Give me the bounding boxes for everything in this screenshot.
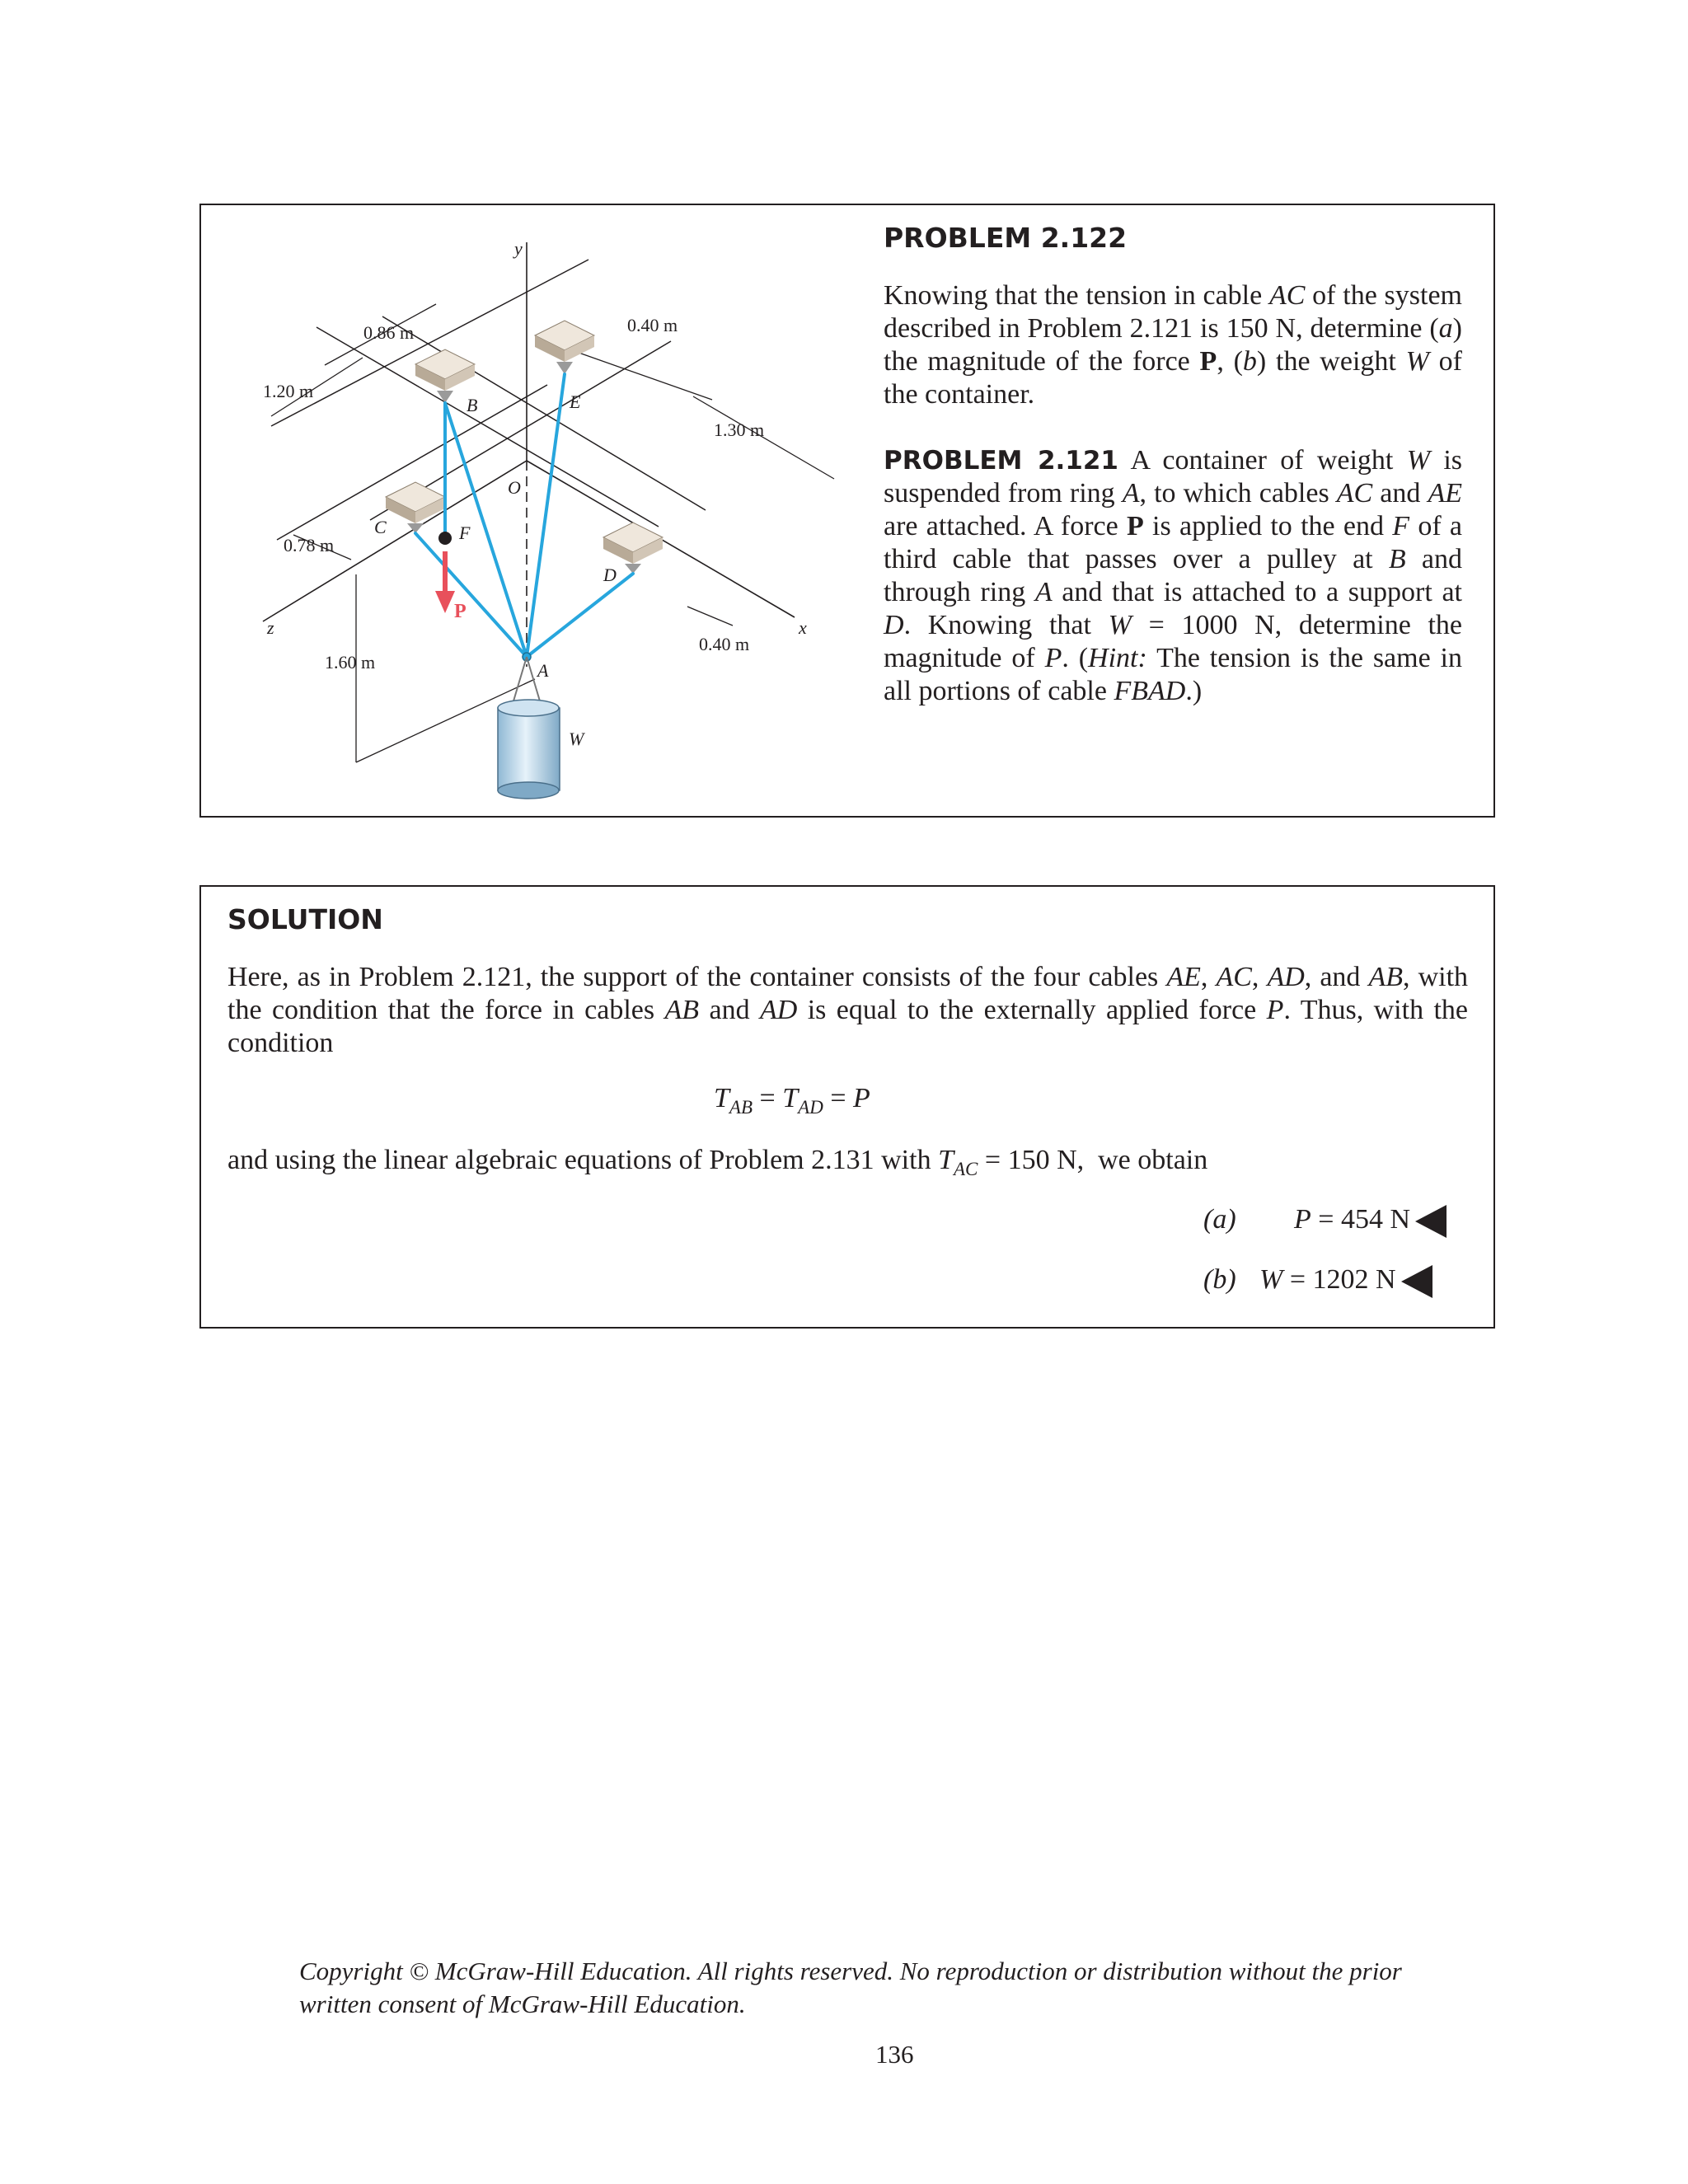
dimension-lines xyxy=(271,304,834,762)
solution-line-2: and using the linear algebraic equations of Problem 2.131 with $T_{AC} = 150$ N, we obtain xyxy=(227,1145,1208,1179)
answer-b: (b) W = 1202 N xyxy=(1203,1264,1432,1298)
reference-text: A container of weight W is suspended from ring A, to which cables AC and AE are attached. A force P is applied to the end F of a third cable that passes over a pulley at B and through ring A and that is attached to a support at D. Knowing that W = 1000 N, determine the magnitude of P. (Hint: The tension is the same in all portions of cable FBAD.) xyxy=(884,445,1463,706)
axis-y-label: y xyxy=(514,238,523,259)
weight-w-label: W xyxy=(569,729,584,749)
answer-a: (a) P = 454 N xyxy=(1203,1204,1447,1238)
point-d-label: D xyxy=(603,565,617,585)
point-b-label: B xyxy=(467,395,478,415)
problem-text xyxy=(884,222,1462,708)
support-block-c xyxy=(386,482,445,533)
force-p-label: P xyxy=(454,601,467,622)
point-c-label: C xyxy=(374,517,387,537)
problem-figure xyxy=(201,205,877,815)
equation-tension: $T_{AB} = T_{AD} = P$ xyxy=(714,1083,870,1118)
cables xyxy=(415,374,633,657)
point-o-label: O xyxy=(508,477,521,498)
copyright-notice: Copyright © McGraw-Hill Education. All rights reserved. No reproduction or distribution without the prior written consent of McGraw-Hill Education. xyxy=(299,1957,1402,2018)
axis-x-label: x xyxy=(799,617,807,638)
solution-box xyxy=(199,885,1495,1329)
point-f-label: F xyxy=(459,523,471,543)
axis-z-label: z xyxy=(267,617,274,638)
page-number: 136 xyxy=(875,2040,914,2069)
dim-086: 0.86 m xyxy=(363,322,415,343)
point-a-label: A xyxy=(537,660,549,681)
solution-paragraph: Here, as in Problem 2.121, the support of the container consists of the four cables AE, AC, AD, and AB, with the condition that the force in cables AB and AD is equal to the externally applied force P. Thus, with the condition xyxy=(227,962,1469,1058)
dim-078: 0.78 m xyxy=(284,535,335,555)
reference-problem xyxy=(884,444,1462,708)
solution-heading: SOLUTION xyxy=(227,903,383,935)
problem-statement: Knowing that the tension in cable AC of the system described in Problem 2.121 is 150 N, determine (a) the magnitude of the force P, (b) the weight W of the container. xyxy=(884,280,1463,410)
reference-heading: PROBLEM 2.121 xyxy=(884,446,1119,476)
dim-040-top: 0.40 m xyxy=(627,315,678,335)
answer-b-label: (b) xyxy=(1203,1264,1236,1295)
problem-box xyxy=(199,204,1495,818)
problem-heading: PROBLEM 2.122 xyxy=(884,222,1128,254)
ring-a xyxy=(513,653,541,704)
dim-040-right: 0.40 m xyxy=(699,634,750,654)
support-block-e xyxy=(535,321,594,374)
answer-marker-icon xyxy=(1415,1205,1447,1238)
solution-content xyxy=(227,903,1468,1060)
point-e-label: E xyxy=(570,391,581,412)
dim-120: 1.20 m xyxy=(263,381,314,401)
ceiling-grid xyxy=(271,260,706,540)
container-w xyxy=(498,700,560,799)
dim-160: 1.60 m xyxy=(325,652,376,673)
answer-a-label: (a) xyxy=(1203,1204,1236,1235)
coordinate-axes xyxy=(263,242,795,667)
dim-130: 1.30 m xyxy=(714,419,765,440)
answer-marker-icon xyxy=(1401,1265,1432,1298)
